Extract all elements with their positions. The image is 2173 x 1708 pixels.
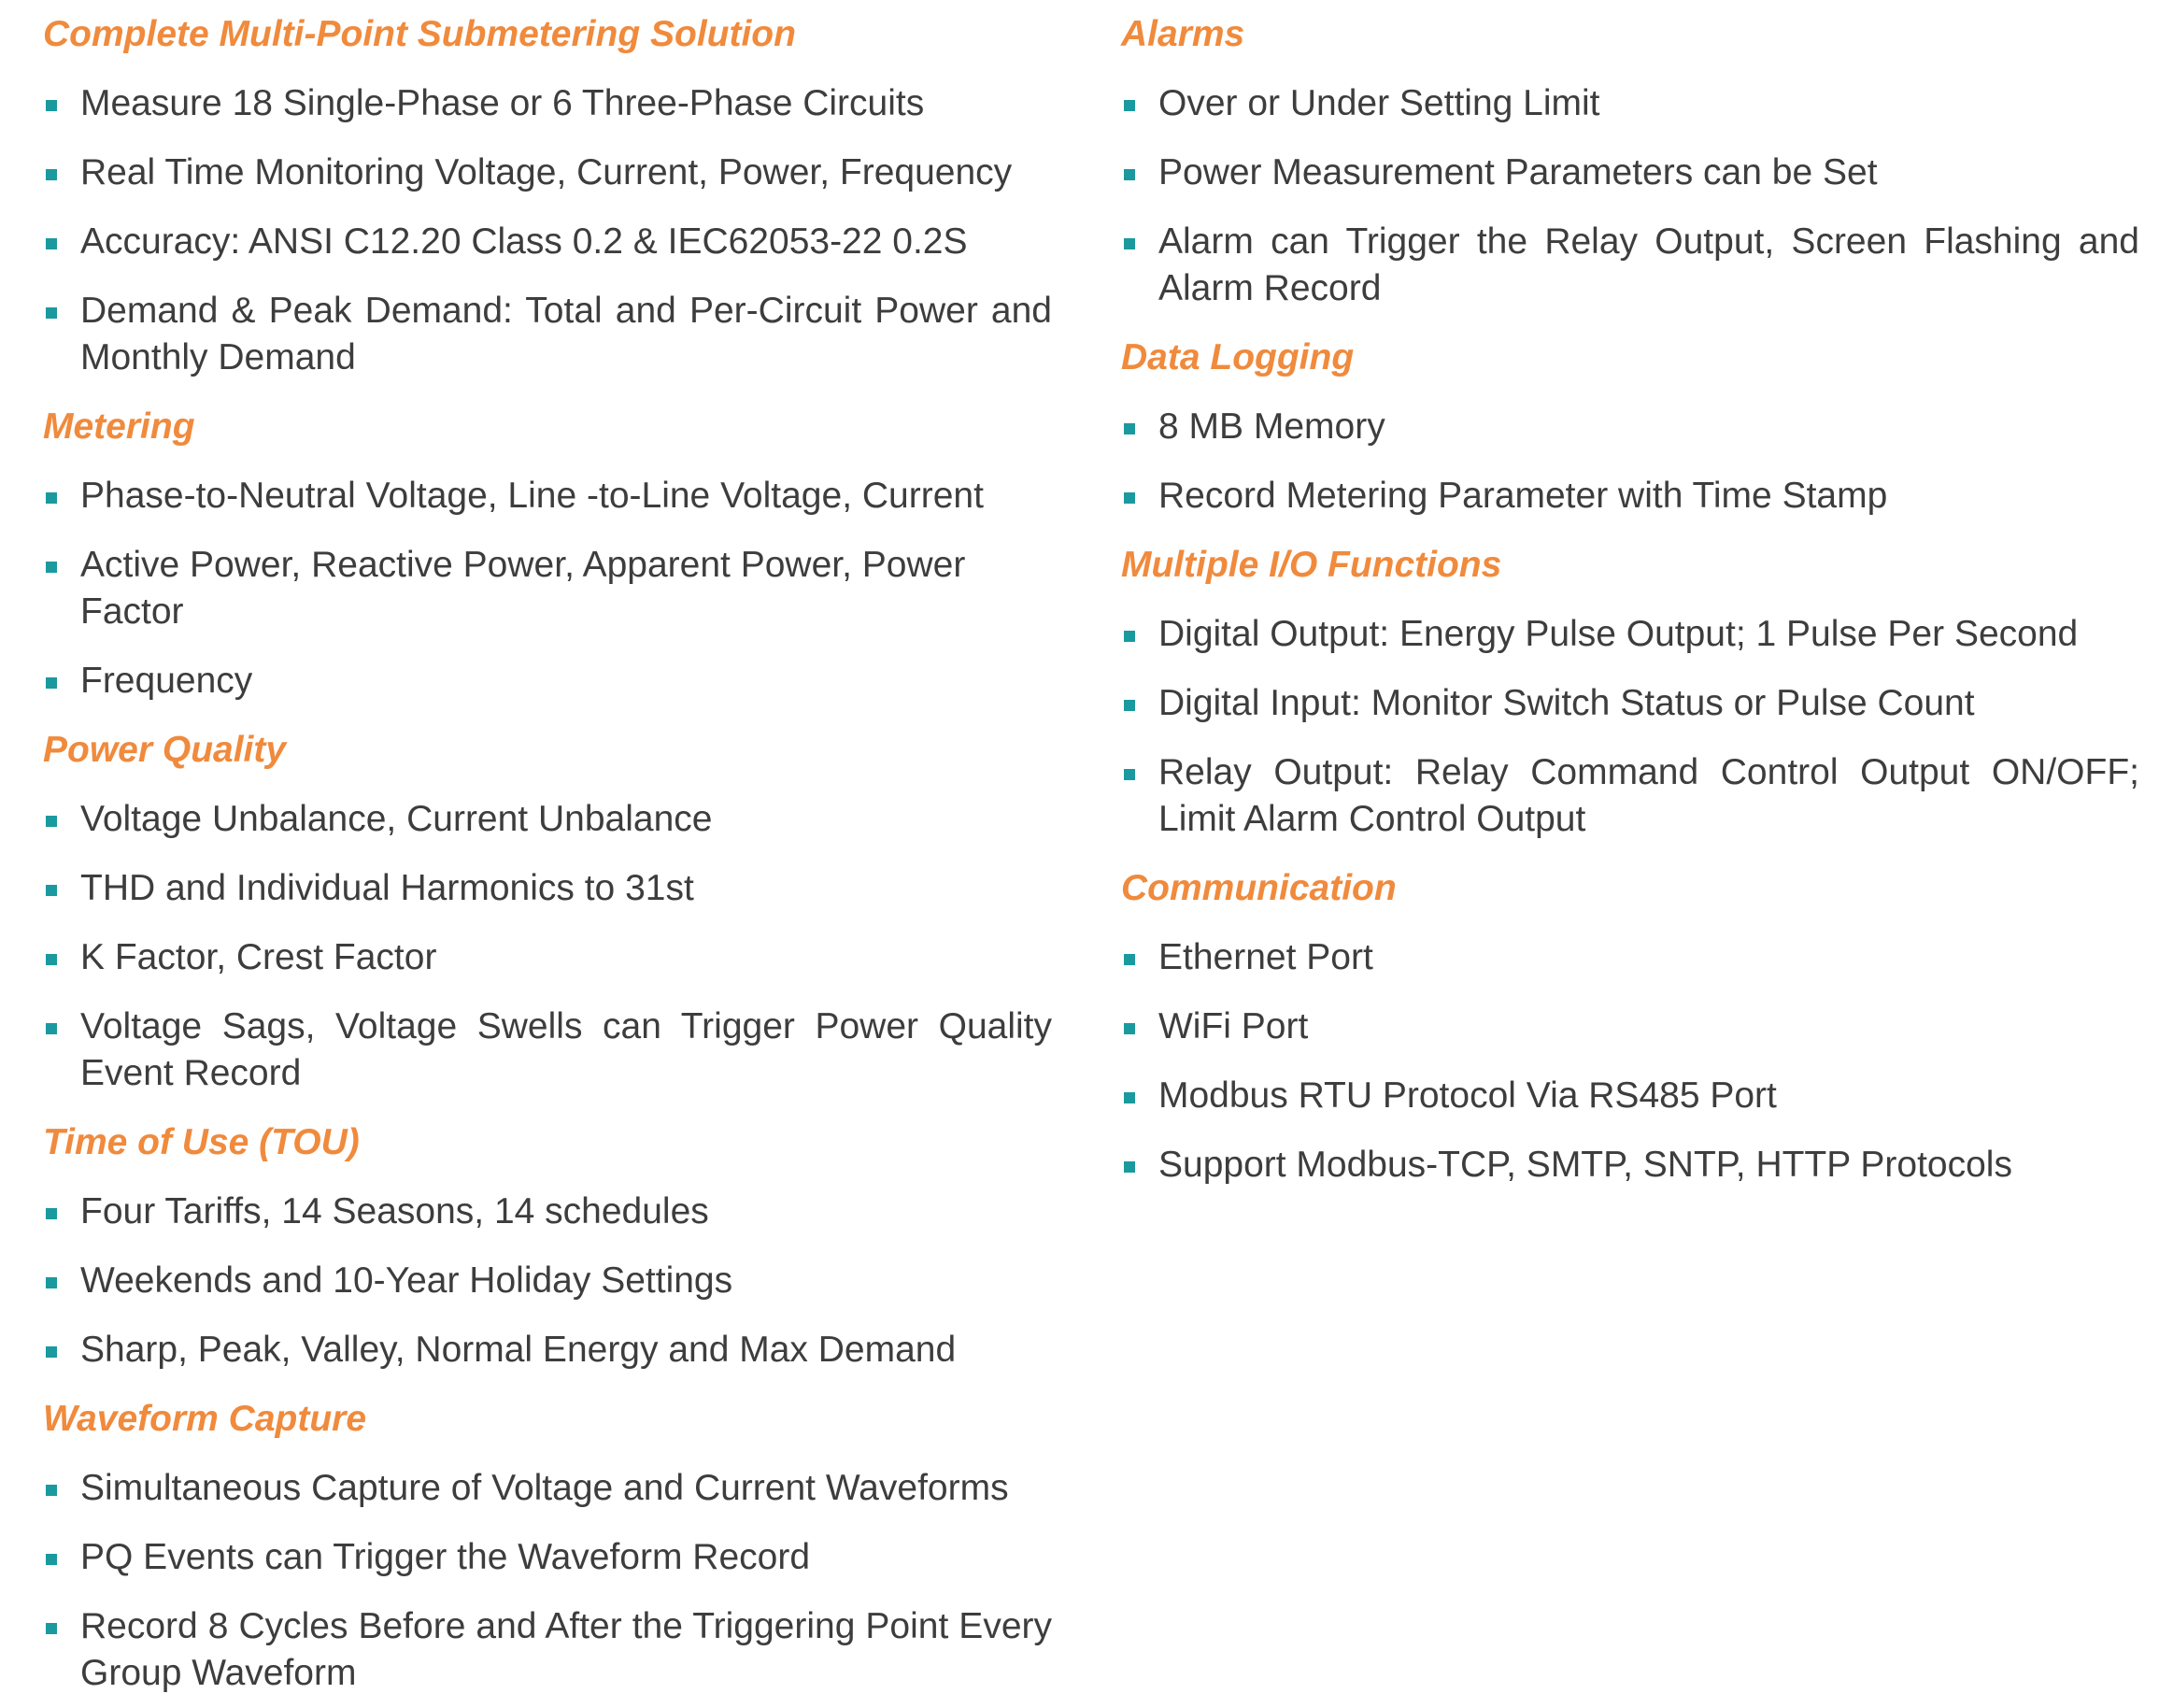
section-alarms	[1121, 0, 2139, 323]
list-item: Phase-to-Neutral Voltage, Line -to-Line Voltage, Current	[43, 462, 1052, 531]
list-item: Over or Under Setting Limit	[1121, 69, 2139, 138]
list-item: Weekends and 10-Year Holiday Settings	[43, 1246, 1052, 1316]
bullet-icon	[1124, 769, 1135, 780]
list-item: Frequency	[43, 647, 1052, 716]
section-time-of-use	[43, 1108, 1052, 1385]
bullet-icon	[46, 238, 57, 249]
bullet-icon	[1124, 631, 1135, 642]
section-title: Power Quality	[43, 730, 287, 770]
section-data-logging	[1121, 323, 2139, 531]
bullet-icon	[46, 1208, 57, 1219]
list-item: Simultaneous Capture of Voltage and Current Waveforms	[43, 1454, 1052, 1523]
section-metering	[43, 392, 1052, 716]
bullet-icon	[46, 562, 57, 573]
bullet-icon	[1124, 1092, 1135, 1103]
section-title: Complete Multi-Point Submetering Solution	[43, 14, 796, 54]
list-item: Active Power, Reactive Power, Apparent Power, Power Factor	[43, 531, 1052, 647]
list-item: Demand & Peak Demand: Total and Per-Circuit Power and Monthly Demand	[43, 277, 1052, 392]
bullet-icon	[46, 1023, 57, 1034]
bullet-icon	[1124, 1023, 1135, 1034]
bullet-icon	[46, 100, 57, 111]
bullet-icon	[46, 1554, 57, 1565]
list-item: Power Measurement Parameters can be Set	[1121, 138, 2139, 207]
list-item: Relay Output: Relay Command Control Output ON/OFF; Limit Alarm Control Output	[1121, 738, 2139, 854]
list-item: Digital Input: Monitor Switch Status or Pulse Count	[1121, 669, 2139, 738]
bullet-icon	[1124, 954, 1135, 965]
list-item: Digital Output: Energy Pulse Output; 1 Pulse Per Second	[1121, 600, 2139, 669]
bullet-icon	[46, 492, 57, 504]
bullet-icon	[46, 816, 57, 827]
section-title: Data Logging	[1121, 337, 1355, 377]
bullet-icon	[46, 954, 57, 965]
bullet-icon	[1124, 100, 1135, 111]
list-item: Alarm can Trigger the Relay Output, Screen Flashing and Alarm Record	[1121, 207, 2139, 323]
list-item: K Factor, Crest Factor	[43, 923, 1052, 992]
list-item: PQ Events can Trigger the Waveform Record	[43, 1523, 1052, 1592]
section-title: Multiple I/O Functions	[1121, 545, 1502, 585]
right-column	[1121, 0, 2139, 1200]
list-item: Modbus RTU Protocol Via RS485 Port	[1121, 1061, 2139, 1131]
list-item: WiFi Port	[1121, 992, 2139, 1061]
section-waveform-capture	[43, 1385, 1052, 1708]
section-multiple-io	[1121, 531, 2139, 854]
list-item: Record 8 Cycles Before and After the Triggering Point Every Group Waveform	[43, 1592, 1052, 1708]
list-item: Ethernet Port	[1121, 923, 2139, 992]
list-item: 8 MB Memory	[1121, 392, 2139, 462]
bullet-icon	[46, 1623, 57, 1634]
list-item: Voltage Sags, Voltage Swells can Trigger Power Quality Event Record	[43, 992, 1052, 1108]
section-title: Communication	[1121, 868, 1397, 908]
bullet-icon	[1124, 423, 1135, 434]
list-item: Measure 18 Single-Phase or 6 Three-Phase Circuits	[43, 69, 1052, 138]
list-item: Voltage Unbalance, Current Unbalance	[43, 785, 1052, 854]
bullet-icon	[1124, 169, 1135, 180]
section-title: Metering	[43, 406, 195, 447]
bullet-icon	[1124, 492, 1135, 504]
list-item: Sharp, Peak, Valley, Normal Energy and Max Demand	[43, 1316, 1052, 1385]
bullet-icon	[46, 307, 57, 319]
bullet-icon	[46, 169, 57, 180]
bullet-icon	[1124, 1161, 1135, 1173]
list-item: THD and Individual Harmonics to 31st	[43, 854, 1052, 923]
list-item: Record Metering Parameter with Time Stamp	[1121, 462, 2139, 531]
section-communication	[1121, 854, 2139, 1200]
left-column	[43, 0, 1052, 1708]
list-item: Four Tariffs, 14 Seasons, 14 schedules	[43, 1177, 1052, 1246]
section-title: Waveform Capture	[43, 1399, 367, 1439]
section-submetering	[43, 0, 1052, 392]
section-title: Alarms	[1121, 14, 1245, 54]
list-item: Support Modbus-TCP, SMTP, SNTP, HTTP Protocols	[1121, 1131, 2139, 1200]
bullet-icon	[46, 677, 57, 689]
list-item: Accuracy: ANSI C12.20 Class 0.2 & IEC62053-22 0.2S	[43, 207, 1052, 277]
section-power-quality	[43, 716, 1052, 1108]
section-title: Time of Use (TOU)	[43, 1122, 360, 1162]
bullet-icon	[46, 1277, 57, 1288]
bullet-icon	[46, 885, 57, 896]
bullet-icon	[1124, 700, 1135, 711]
bullet-icon	[1124, 238, 1135, 249]
list-item: Real Time Monitoring Voltage, Current, Power, Frequency	[43, 138, 1052, 207]
bullet-icon	[46, 1485, 57, 1496]
bullet-icon	[46, 1346, 57, 1358]
